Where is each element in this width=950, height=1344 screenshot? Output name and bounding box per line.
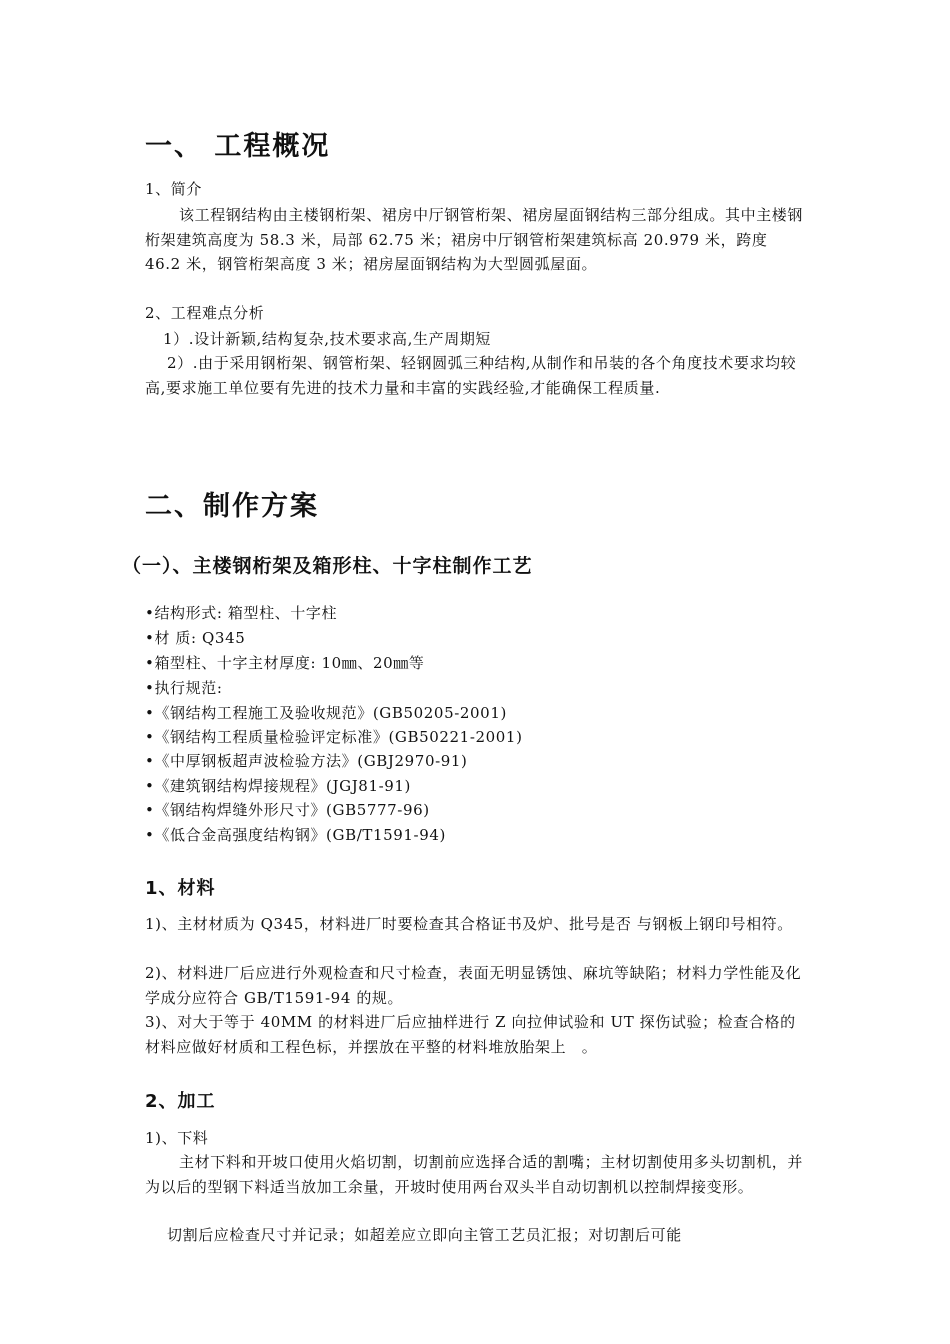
- spec-bullet: •箱型柱、十字主材厚度: 10㎜、20㎜等: [145, 654, 425, 672]
- subsection-1-title: （一）、主楼钢桁架及箱形柱、十字柱制作工艺: [122, 555, 533, 577]
- standard-bullet: •《低合金高强度结构钢》(GB/T1591-94): [145, 826, 446, 844]
- processing-sub-cutting: 1)、下料: [145, 1129, 209, 1147]
- spec-bullet: •结构形式: 箱型柱、十字柱: [145, 604, 338, 622]
- standard-bullet: •《中厚钢板超声波检验方法》(GBJ2970-91): [145, 752, 468, 770]
- intro-paragraph: 该工程钢结构由主楼钢桁架、裙房中厅钢管桁架、裙房屋面钢结构三部分组成。其中主楼钢桁架建筑高度为 58.3 米，局部 62.75 米；裙房中厅钢管桁架建筑标高 20.979 米，跨度 46.2 米，钢管桁架高度 3 米；裙房屋面钢结构为大型圆弧屋面。: [145, 206, 804, 273]
- difficulty-point-2: 2）.由于采用钢桁架、钢管桁架、轻钢圆弧三种结构,从制作和吊装的各个角度技术要求均较高,要求施工单位要有先进的技术力量和丰富的实践经验,才能确保工程质量.: [145, 354, 797, 397]
- materials-item-2: 2)、材料进厂后应进行外观检查和尺寸检查，表面无明显锈蚀、麻坑等缺陷；材料力学性能及化学成分应符合 GB/T1591-94 的规。: [145, 964, 802, 1007]
- standard-bullet: •《建筑钢结构焊接规程》(JGJ81-91): [145, 777, 412, 795]
- spec-bullet: •执行规范:: [145, 679, 223, 697]
- standard-bullet: •《钢结构工程施工及验收规范》(GB50205-2001): [145, 704, 507, 722]
- cutting-paragraph-1: 主材下料和开坡口使用火焰切割，切割前应选择合适的割嘴；主材切割使用多头切割机，并为以后的型钢下料适当放加工余量，开坡时使用两台双头半自动切割机以控制焊接变形。: [145, 1153, 804, 1196]
- difficulty-point-1: 1）.设计新颖,结构复杂,技术要求高,生产周期短: [163, 330, 492, 348]
- materials-heading: 1、材料: [145, 878, 216, 899]
- materials-item-1: 1)、主材材质为 Q345，材料进厂时要检查其合格证书及炉、批号是否 与钢板上钢印号相符。: [145, 915, 793, 933]
- cutting-paragraph-2: 切割后应检查尺寸并记录；如超差应立即向主管工艺员汇报；对切割后可能: [167, 1226, 682, 1244]
- standard-bullet: •《钢结构工程质量检验评定标准》(GB50221-2001): [145, 728, 523, 746]
- section-2-title: 二、制作方案: [145, 491, 319, 522]
- processing-heading: 2、加工: [145, 1091, 216, 1112]
- materials-item-3: 3)、对大于等于 40MM 的材料进厂后应抽样进行 Z 向拉伸试验和 UT 探伤试验；检查合格的材料应做好材质和工程色标，并摆放在平整的材料堆放胎架上 。: [145, 1013, 796, 1056]
- spec-bullet: •材 质: Q345: [145, 629, 246, 647]
- standard-bullet: •《钢结构焊缝外形尺寸》(GB5777-96): [145, 801, 430, 819]
- section-1-sub-intro: 1、简介: [145, 180, 202, 198]
- section-1-title: 一、 工程概况: [145, 131, 331, 162]
- section-1-sub-difficulties: 2、工程难点分析: [145, 304, 265, 322]
